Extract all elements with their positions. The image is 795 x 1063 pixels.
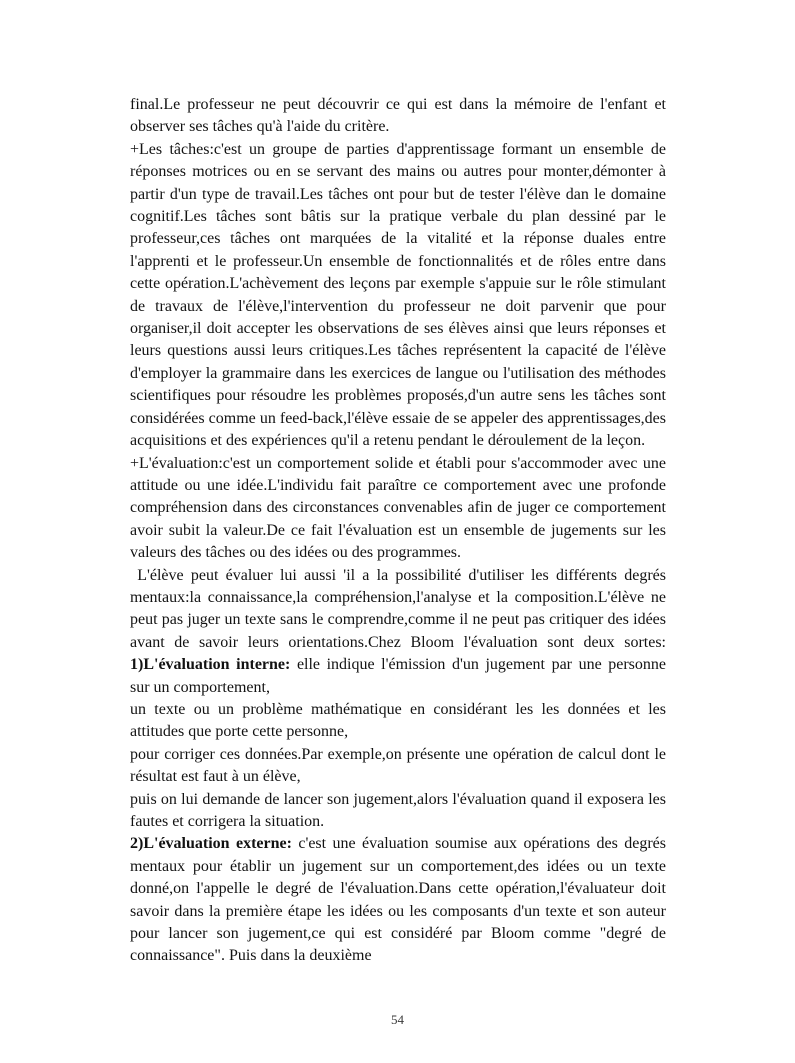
body-text: pour corriger ces données.Par exemple,on présente une opération de calcul dont le résultat est faut à un élève, [130,745,666,786]
body-text: un texte ou un problème mathématique en considérant les les données et les attitudes que porte cette personne, [130,700,666,741]
body-text: c'est une évaluation soumise aux opérations des degrés mentaux pour établir un jugement sur un comportement,des idées ou un texte donné,on l'appelle le degré de l'évaluation.Dans cette opération,l'évaluateur doit savoir dans la première étape les idées ou les composants d'un texte et son auteur pour lancer son jugement,ce qui est considéré par Bloom comme "degré de connaissance". Puis dans la deuxième [130,835,666,965]
paragraph [130,565,666,699]
body-text: L'élève peut évaluer lui aussi 'il a la possibilité d'utiliser les différents degrés mentaux:la connaissance,la compréhension,l'analyse et la composition.L'élève ne peut pas juger un texte sans le comprendre,comme il ne peut pas critiquer des idées avant de savoir leurs orientations.Chez Bloom l'évaluation sont deux sortes: [130,566,666,651]
bold-text: 1)L'évaluation interne: [130,656,291,674]
paragraph [130,699,666,744]
paragraph [130,139,666,453]
body-text: +L'évaluation:c'est un comportement solide et établi pour s'accommoder avec une attitude ou une idée.L'individu fait paraître ce comportement avec une profonde compréhension dans des circonstances convenables afin de juger ce comportement avoir subit la valeur.De ce fait l'évaluation est un ensemble de jugements sur les valeurs des tâches ou des idées ou des programmes. [130,454,666,562]
page-number: 54 [391,1012,404,1027]
text-content [130,94,666,968]
body-text: elle indique l'émission d'un jugement par une personne sur un comportement, [130,656,667,696]
body-text: puis on lui demande de lancer son jugement,alors l'évaluation quand il exposera les fautes et corrigera la situation. [130,790,666,830]
body-text: +Les tâches:c'est un groupe de parties d'apprentissage formant un ensemble de réponses motrices ou en se servant des mains ou autres pour monter,démonter à partir d'un type de travail.Les tâches ont pour but de tester l'élève dan le domaine cognitif.Les tâches sont bâtis sur la pratique verbale du plan dessiné par le professeur,ces tâches ont marquées de la vitalité et la réponse duales entre l'apprenti et le professeur.Un ensemble de fonctionnalités et de rôles entre dans cette opération.L'achèvement des leçons par exemple s'appuie sur le rôle stimulant de travaux de l'élève,l'intervention du professeur ne doit parvenir que pour organiser,il doit accepter les observations de ses élèves ainsi que leurs réponses et leurs questions aussi leurs critiques.Les tâches représentent la capacité de l'élève d'employer la grammaire dans les exercices de langue ou l'utilisation des méthodes scientifiques pour résoudre les problèmes proposés,d'un autre sens les tâches sont considérées comme un feed-back,l'élève essaie de se appeler des apprentissages,des acquisitions et des expériences qu'il a retenu pendant le déroulement de la leçon. [130,140,666,450]
paragraph [130,789,666,834]
paragraph [130,453,666,565]
bold-text: 2)L'évaluation externe: [130,835,292,853]
body-text: final.Le professeur ne peut découvrir ce qui est dans la mémoire de l'enfant et observer ses tâches qu'à l'aide du critère. [130,96,666,136]
paragraph [130,744,666,789]
paragraph [130,94,666,139]
paragraph [130,833,666,967]
